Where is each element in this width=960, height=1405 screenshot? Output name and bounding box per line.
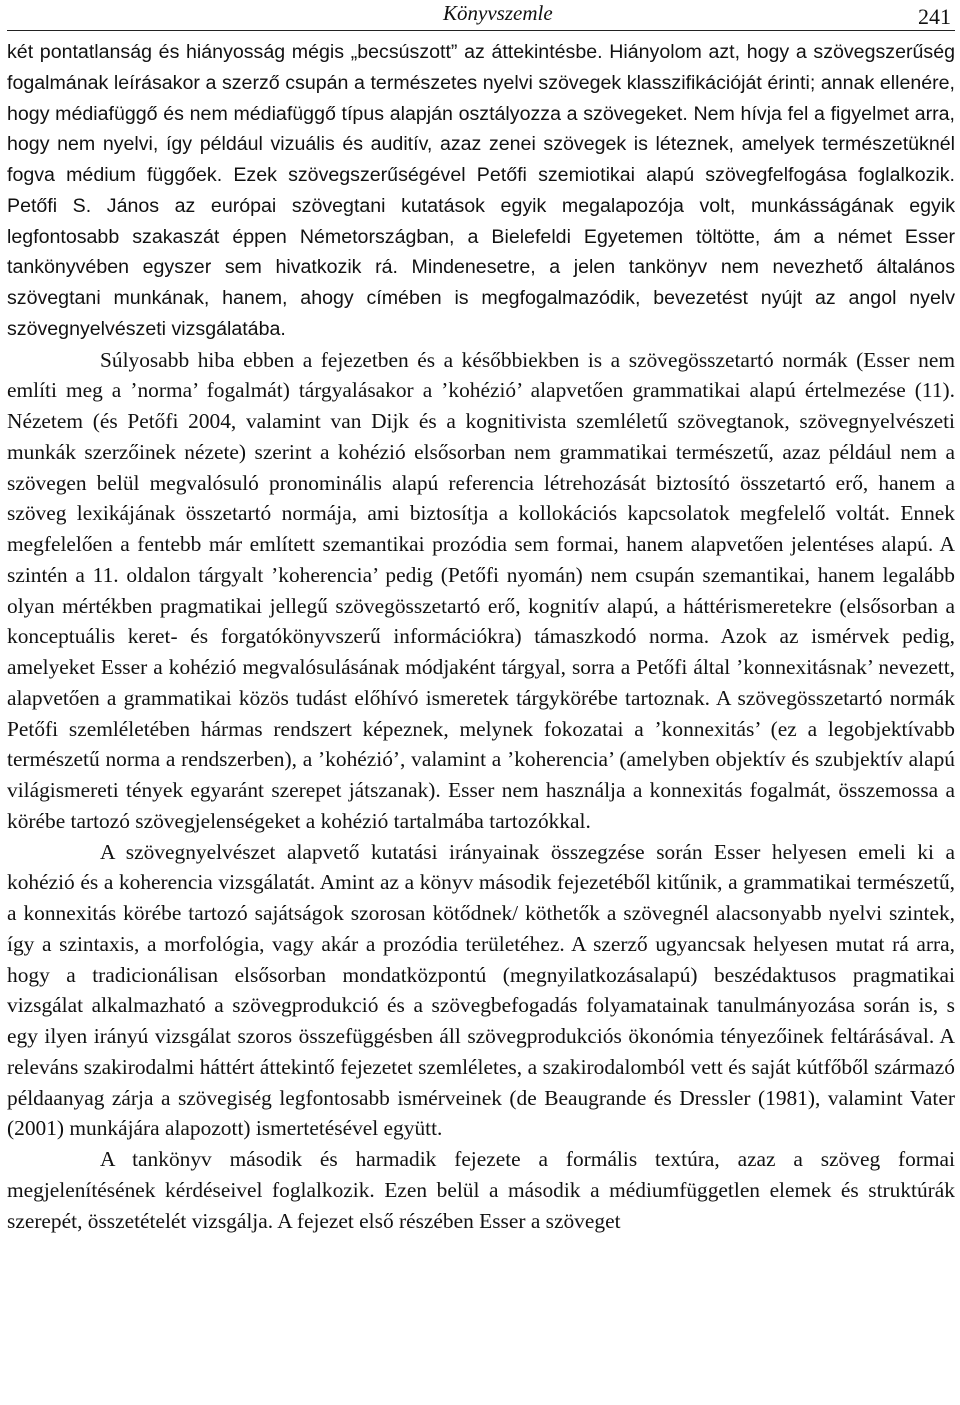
paragraph-4: A tankönyv második és harmadik fejezete a formális textúra, azaz a szöveg formai megjelenítésének kérdéseivel foglalkozik. Ezen belül a második a médiumfüggetlen elemek és struktúrák szerepét, összetételét vizsgálja. A fejezet első részében Esser a szöveget xyxy=(7,1147,955,1233)
body-text xyxy=(7,37,955,1236)
running-head: Könyvszemle xyxy=(443,1,553,25)
page-number: 241 xyxy=(918,4,951,29)
page-header xyxy=(7,0,955,31)
page xyxy=(7,0,955,1236)
paragraph-2: Súlyosabb hiba ebben a fejezetben és a későbbiekben is a szövegösszetartó normák (Esser nem említi meg a ’norma’ fogalmát) tárgyalásakor a ’kohézió’ alapvetően grammatikai alapú értelmezése (11). Nézetem (és Petőfi 2004, valamint van Dijk és a kognitivista szemléletű szövegtanok, szövegnyelvészeti munkák szerzőinek nézete) szerint a kohézió elsősorban nem grammatikai természetű, azaz például nem a szövegen belül megvalósuló pronominális alapú referencia létrehozását biztosító összetartó erő, hanem a szöveg lexikájának összetartó normája, ami biztosítja a kollokációs kapcsolatok megfelelő voltát. Ennek megfelelően a fentebb már említett szemantikai prozódia sem formai, hanem alapvetően jelentéses alapú. A szintén a 11. oldalon tárgyalt ’koherencia’ pedig (Petőfi nyomán) nem csupán szemantikai, hanem legalább olyan mértékben pragmatikai jellegű szövegösszetartó erő, kognitív alapú, a háttérismeretekre (elsősorban a konceptuális keret- és forgatókönyvszerű információkra) támaszkodó norma. Azok az ismérvek pedig, amelyeket Esser a kohézió megvalósulásának módjaként tárgyal, sorra a Petőfi által ’konnexitásnak’ nevezett, alapvetően a grammatikai közös tudást előhívó ismeretek tárgykörébe tartoznak. A szövegösszetartó normák Petőfi szemléletében hármas rendszert képeznek, melynek fokozatai a ’konnexitás’ (ez a legobjektívabb természetű norma a rendszerben), a ’kohézió’, valamint a ’koherencia’ (amelyben objektív és szubjektív alapú világismereti tények egyaránt szerepet játszanak). Esser nem használja a konnexitás fogalmát, összemossa a körébe tartozó szövegjelenségeket a kohézió tartalmába tartozókkal. xyxy=(7,347,955,833)
paragraph-3: A szövegnyelvészet alapvető kutatási irányainak összegzése során Esser helyesen emeli ki a kohézió és a koherencia vizsgálatát. Amint az a könyv második fejezetéből kitűnik, a grammatikai természetű, a konnexitás körébe tartozó sajátságok szorosan kötődnek/ köthetők a szövegnél alacsonyabb nyelvi szintek, így a szintaxis, a morfológia, vagy akár a prozódia területéhez. A szerző ugyancsak helyesen mutat rá arra, hogy a tradicionálisan elsősorban mondatközpontú (megnyilatkozásalapú) beszédaktusos pragmatikai vizsgálat alkalmazható a szövegprodukció és a szövegbefogadás folyamatainak tanulmányozása során is, s egy ilyen irányú vizsgálat szoros összefüggésben áll szövegprodukciós ökonómia tényezőinek feltárásával. A releváns szakirodalmi háttért áttekintő fejezetet szemléletes, a szakirodalomból vett és saját kútfőből származó példaanyag zárja a szövegiség legfontosabb ismérveinek (de Beaugrande és Dressler (1981), valamint Vater (2001) munkájára alapozott) ismertetésével együtt. xyxy=(7,839,955,1141)
paragraph-1: két pontatlanság és hiányosság mégis „becsúszott” az áttekintésbe. Hiányolom azt, hogy a szövegszerűség fogalmának leírásakor a szerző csupán a természetes nyelvi szövegek klasszifikációját érinti; annak ellenére, hogy médiafüggő és nem médiafüggő típus alapján osztályozza a szövegeket. Nem hívja fel a figyelmet arra, hogy nem nyelvi, így például vizuális és auditív, azaz zenei szövegek is léteznek, amelyek természetüknél fogva médium függőek. Ezek szövegszerűségével Petőfi szemiotikai alapú szövegfelfogása foglalkozik. Petőfi S. János az európai szövegtani kutatások egyik megalapozója volt, munkásságának egyik legfontosabb szakaszát éppen Németországban, a Bielefeldi Egyetemen töltötte, ám a német Esser tankönyvében egyszer sem hivatkozik rá. Mindenesetre, a jelen tankönyv nem nevezhető általános szövegtani munkának, hanem, ahogy címében is megfogalmazódik, bevezetést nyújt az angol nyelv szövegnyelvészeti vizsgálatába. xyxy=(7,41,955,340)
